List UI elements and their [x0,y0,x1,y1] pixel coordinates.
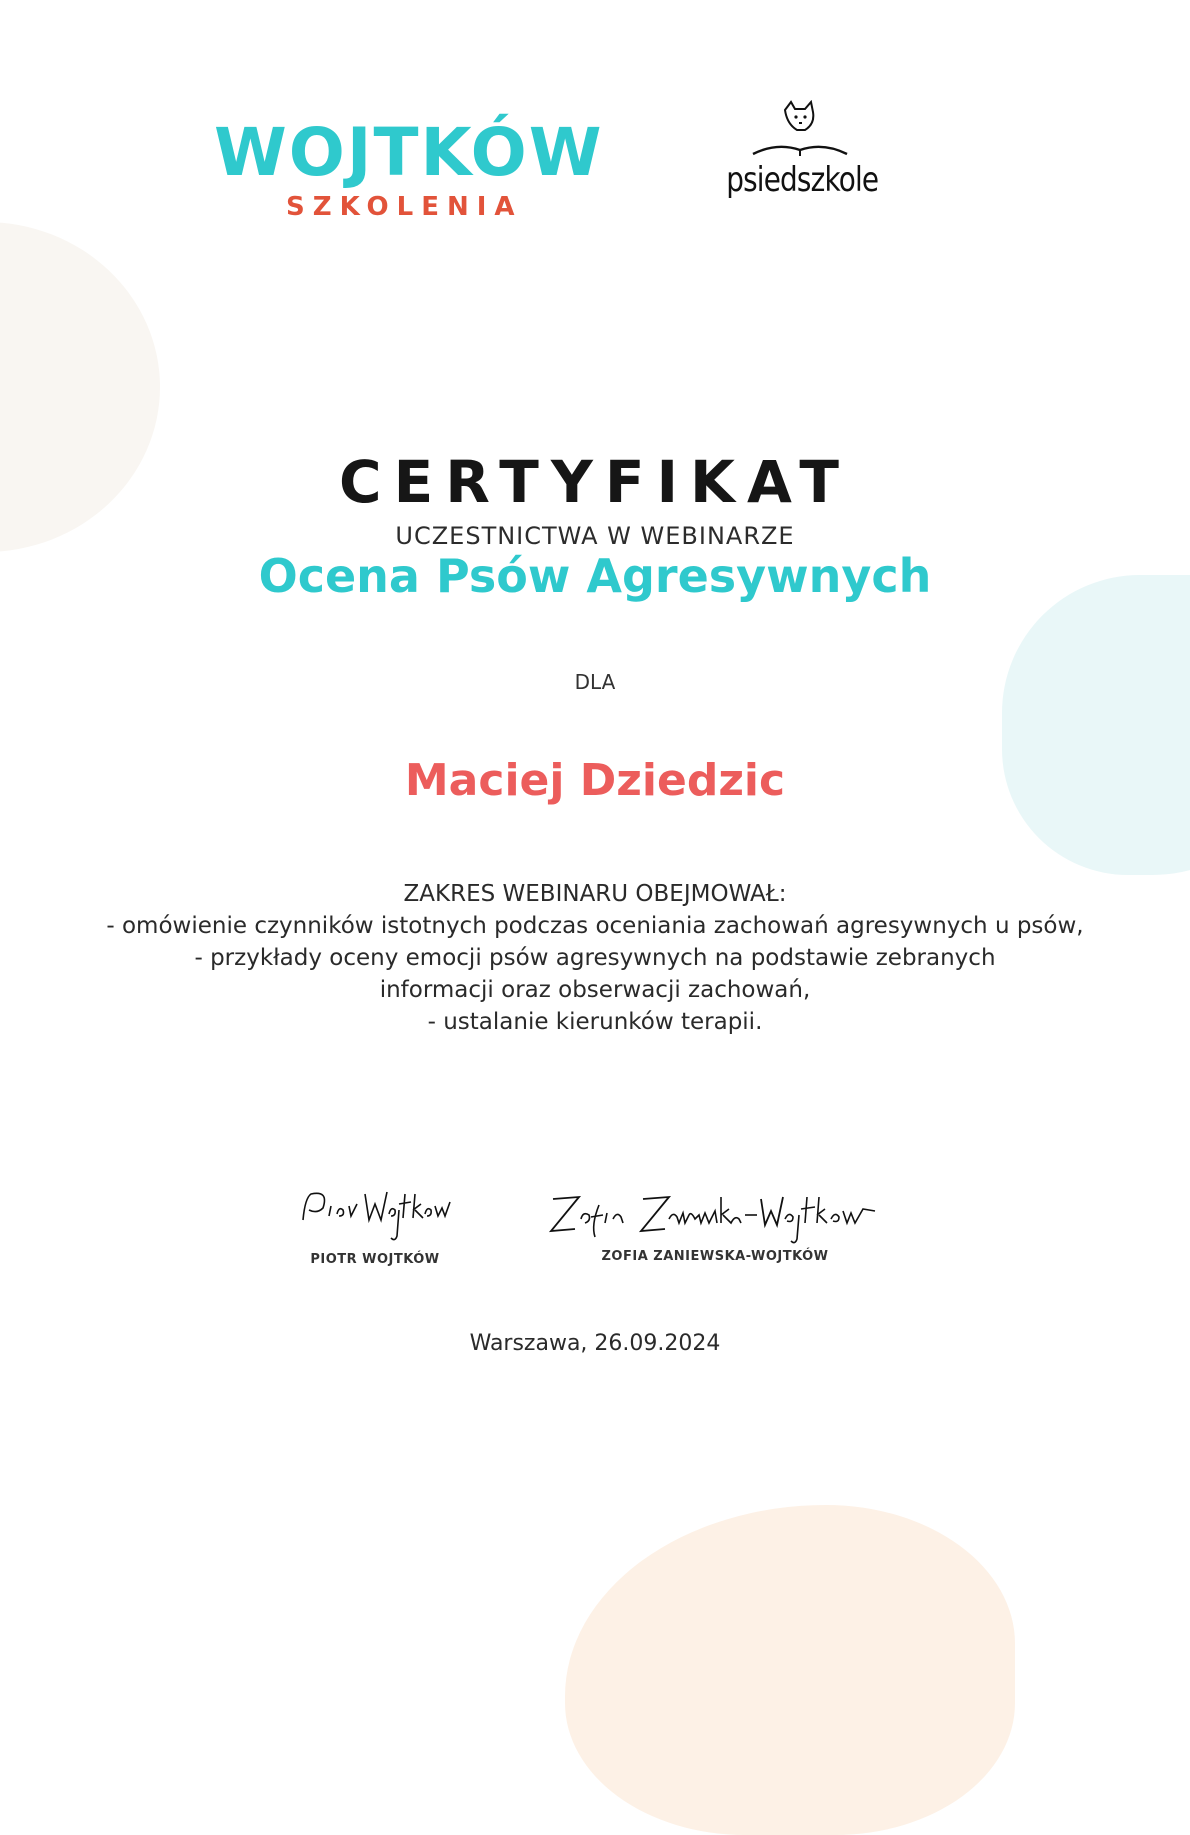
logo-sub-text: SZKOLENIA [286,192,523,222]
participant-name: Maciej Dziedzic [404,755,786,806]
signature-block-zofia [540,1185,890,1264]
psiedszkole-logo [710,100,890,200]
signatory-name: PIOTR WOJTKÓW [310,1252,440,1267]
scope-item: - przykłady oceny emocji psów agresywnych na podstawie zebranych informacji oraz obserwacji zachowań, [194,945,996,1003]
certificate-subtitle: UCZESTNICTWA W WEBINARZE [395,522,795,550]
signature-block-piotr [290,1180,460,1267]
scope-item: - omówienie czynników istotnych podczas oceniania zachowań agresywnych u psów, [106,913,1084,939]
webinar-scope [0,878,1190,1038]
decorative-blob-bottom [565,1505,1015,1835]
handwritten-signature-zofia [545,1185,885,1245]
logo-main-text: WOJTKÓW [214,114,604,191]
course-title: Ocena Psów Agresywnych [258,549,932,603]
psiedszkole-wordmark: psiedszkole [726,160,879,200]
decorative-blob-right [1002,575,1190,875]
place-and-date: Warszawa, 26.09.2024 [469,1331,721,1356]
handwritten-signature-piotr [295,1180,455,1248]
for-label: DLA [574,670,616,694]
dog-reading-book-icon [745,100,855,160]
signatory-name: ZOFIA ZANIEWSKA-WOJTKÓW [601,1249,829,1264]
certificate-title: CERTYFIKAT [339,448,851,516]
scope-heading: ZAKRES WEBINARU OBEJMOWAŁ: [403,881,787,907]
scope-item: - ustalanie kierunków terapii. [427,1009,763,1035]
wojtkow-szkolenia-logo [214,114,604,222]
